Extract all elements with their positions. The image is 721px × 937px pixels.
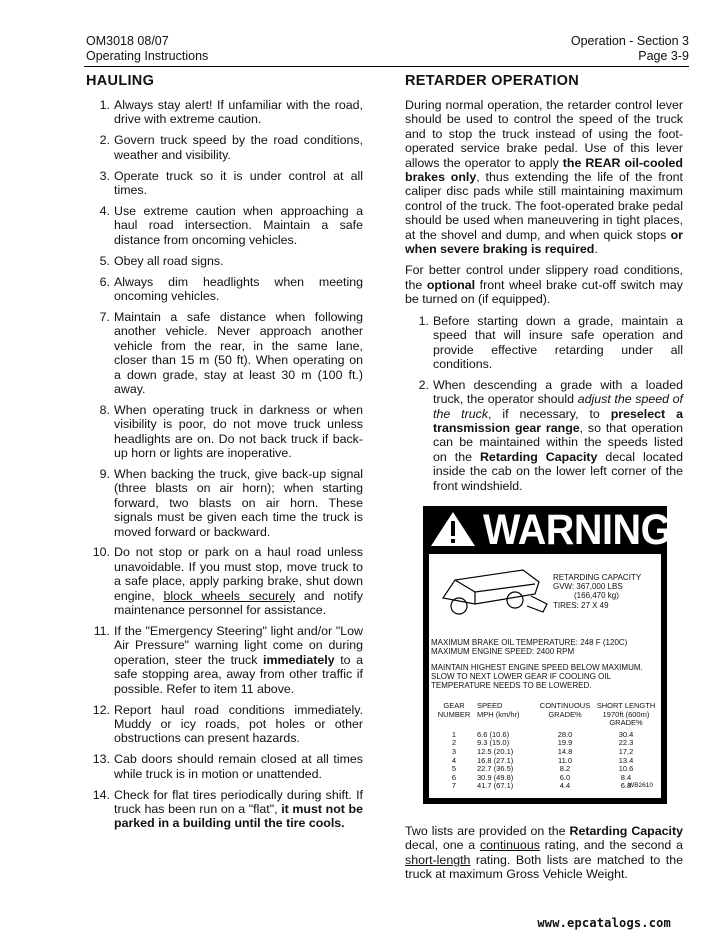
decal-code: WB2610 [628, 781, 653, 789]
table-cell: 28.0 [557, 729, 573, 739]
table-cell: 6.6 (10.6) [477, 729, 510, 739]
table-cell: 8.2 [559, 764, 571, 774]
hauling-item [86, 467, 363, 539]
hauling-item-number: 13. [92, 752, 110, 767]
haul-truck-icon [435, 560, 555, 620]
hauling-item-text: When operating truck in darkness or when visibility is poor, do not move truck unless headlights are on. Do not back truck if back-up horn or lights are inoperative. [114, 402, 363, 461]
hauling-item-text: Always dim headlights when meeting oncoming vehicles. [114, 274, 363, 303]
hauling-item [86, 788, 363, 831]
table-cell: 5 [451, 764, 457, 774]
retarder-column [405, 73, 683, 889]
hauling-item [86, 403, 363, 461]
gvw-kg: (166,470 kg) [574, 591, 619, 601]
table-cell: 19.9 [557, 738, 573, 748]
tires-spec: TIRES: 27 X 49 [553, 601, 609, 611]
decal-body [429, 554, 661, 798]
retarder-item [405, 314, 683, 372]
retarder-paragraph-3: Two lists are provided on the Retarding Capacity decal, one a continuous rating, and the second a short-length rating. Both lists are matched to the truck at maximum Gross Vehicle Weight. [405, 824, 683, 882]
table-cell: 12.5 (20.1) [477, 747, 514, 757]
table-cell: 30.9 (49.8) [477, 772, 514, 782]
warning-word: WARNING [483, 506, 671, 555]
table-cell: 17.2 [618, 747, 634, 757]
table-cell: 6 [451, 772, 457, 782]
table-cell: 7 [451, 781, 457, 791]
retarder-list [405, 314, 683, 493]
hauling-item-number: 9. [99, 466, 110, 481]
hauling-item-text: Obey all road signs. [114, 253, 224, 268]
engine-speed-spec: MAXIMUM ENGINE SPEED: 2400 RPM [431, 647, 575, 657]
hauling-item-number: 5. [99, 253, 110, 268]
doc-id: OM3018 08/07 [86, 34, 169, 48]
hauling-heading: HAULING [86, 73, 155, 89]
hauling-item [86, 275, 363, 304]
hauling-item [86, 254, 363, 268]
retarder-paragraph-1: During normal operation, the retarder control lever should be used to control the speed of the truck and to stop the truck instead of using the foot-operated service brake pedal. Use of this lever allows the operator to apply the REAR oil-cooled brakes only, thus extending the life of the front caliper disc pads while still maintaining maximum control of the truck. The foot-operated brake pedal should be used when maneuvering in tight places, at the shovel and dump, and when quick stops or when severe braking is required. [405, 98, 683, 257]
hauling-item-number: 1. [99, 98, 110, 112]
hauling-item-number: 11. [93, 624, 110, 638]
table-cell: 13.4 [618, 755, 634, 765]
hauling-item-number: 2. [99, 133, 110, 148]
hauling-list [86, 98, 363, 831]
page-number: Page 3-9 [638, 49, 689, 63]
gvw-lbs: GVW: 367,000 LBS [553, 582, 623, 592]
hauling-item [86, 204, 363, 247]
doc-header-left [86, 34, 208, 64]
warning-decal [423, 506, 671, 804]
hauling-item-text: If the "Emergency Steering" light and/or "Low Air Pressure" warning light come on during operation, steer the truck immediately to a safe stopping area, away from other traffic if possible. Refer to item 11 above. [114, 624, 363, 696]
table-cell: 41.7 (67.1) [477, 781, 514, 791]
section-label: Operation - Section 3 [570, 34, 689, 48]
hauling-item-number: 3. [99, 168, 110, 183]
hauling-item-text: Operate truck so it is under control at all times. [114, 168, 363, 198]
retarder-item-text: When descending a grade with a loaded truck, the operator should adjust the speed of the truck, if necessary, to preselect a transmission gear range, so that operation can be maintained within the speeds listed on the Retarding Capacity decal located inside the cab on the lower left corner of the front windshield. [433, 377, 683, 493]
table-cell: 10.6 [618, 764, 634, 774]
retarder-item-number: 2. [418, 377, 429, 392]
hauling-item [86, 624, 363, 696]
maintain-line-3: TEMPERATURE NEEDS TO BE LOWERED. [431, 681, 592, 691]
table-row [437, 782, 657, 791]
hauling-item-text: Do not stop or park on a haul road unless unavoidable. If you must stop, move truck to a safe place, apply parking brake, shut down engine, block wheels securely and notify maintenance personnel for assistance. [114, 545, 363, 618]
hauling-item-number: 6. [99, 274, 110, 289]
hauling-item-text: Check for flat tires periodically during shift. If truck has been run on a "flat", it must not be parked in a building until the tire cools. [114, 787, 363, 831]
retarder-item-text: Before starting down a grade, maintain a speed that will insure safe operation and provide effective retarding under all conditions. [433, 313, 683, 371]
hauling-item-number: 14. [92, 787, 110, 802]
hauling-item-text: When backing the truck, give back-up signal (three blasts on air horn); when starting forward, two blasts on air horn. These signals must be given each time the truck is moved forward or backward. [114, 466, 363, 539]
retarder-heading: RETARDER OPERATION [405, 73, 580, 89]
hauling-item [86, 133, 363, 162]
hauling-item-text: Maintain a safe distance when following another vehicle. Never approach another vehicle from the rear, in the same lane, closer than 15 m (50 ft). When operating on a down grade, stay at least 30 m (100 ft.) away. [114, 309, 363, 396]
hauling-item [86, 169, 363, 198]
table-cell: 2 [451, 738, 457, 748]
hauling-item-text: Govern truck speed by the road conditions, weather and visibility. [114, 133, 363, 162]
table-cell: 22.3 [618, 738, 634, 748]
hauling-item [86, 310, 363, 396]
hauling-item-number: 8. [99, 402, 110, 417]
table-cell: 14.8 [557, 747, 573, 757]
hauling-item-number: 4. [99, 203, 110, 218]
retarder-item-number: 1. [418, 313, 429, 328]
table-body [437, 731, 657, 791]
rc-title: RETARDING CAPACITY [553, 573, 642, 583]
table-cell: 4 [451, 755, 457, 765]
table-cell: 8.4 [620, 772, 632, 782]
table-header: GEAR NUMBER SPEED MPH (km/hr) CONTINUOUS GRADE% SHORT LENGTH 1970ft (600m) GRADE% [437, 701, 656, 728]
maintain-line-2: SLOW TO NEXT LOWER GEAR IF COOLING OIL [431, 672, 612, 682]
header-rule [84, 66, 689, 67]
table-cell: 1 [451, 729, 457, 739]
table-cell: 22.7 (36.5) [477, 764, 514, 774]
maintain-line-1: MAINTAIN HIGHEST ENGINE SPEED BELOW MAXIMUM. [431, 663, 643, 673]
hauling-item-text: Report haul road conditions immediately. Muddy or icy roads, pot holes or other obstructions can present hazards. [114, 702, 363, 746]
table-cell: 3 [451, 747, 457, 757]
hauling-column [86, 73, 363, 837]
hauling-item [86, 545, 363, 617]
retarder-paragraph-2: For better control under slippery road conditions, the optional front wheel brake cut-off switch may be turned on (if equipped). [405, 263, 684, 307]
hauling-item-text: Always stay alert! If unfamiliar with the road, drive with extreme caution. [114, 98, 363, 127]
hauling-item [86, 98, 363, 127]
hauling-item [86, 703, 363, 746]
hauling-item-number: 12. [92, 702, 110, 717]
table-cell: 6.0 [559, 772, 571, 782]
doc-header-right [571, 34, 689, 64]
footer-url[interactable]: www.epcatalogs.com [537, 916, 671, 930]
hauling-item-number: 10. [92, 545, 110, 560]
table-cell: 11.0 [557, 755, 573, 765]
table-cell: 16.8 (27.1) [477, 755, 514, 765]
hauling-item-text: Use extreme caution when approaching a haul road intersection. Maintain a safe distance from oncoming vehicles. [114, 203, 363, 247]
table-cell: 4.4 [559, 781, 571, 791]
table-cell: 6.8 [620, 781, 632, 791]
table-cell: 9.3 (15.0) [477, 738, 510, 748]
hauling-item-number: 7. [99, 309, 110, 324]
retarding-table [437, 702, 657, 791]
hauling-item-text: Cab doors should remain closed at all times while truck is in motion or unattended. [114, 752, 363, 781]
doc-title: Operating Instructions [86, 49, 209, 63]
retarder-item [405, 378, 683, 493]
hauling-item [86, 752, 363, 781]
table-cell: 30.4 [618, 729, 634, 739]
oil-temp-spec: MAXIMUM BRAKE OIL TEMPERATURE: 248 F (120C) [431, 638, 628, 648]
